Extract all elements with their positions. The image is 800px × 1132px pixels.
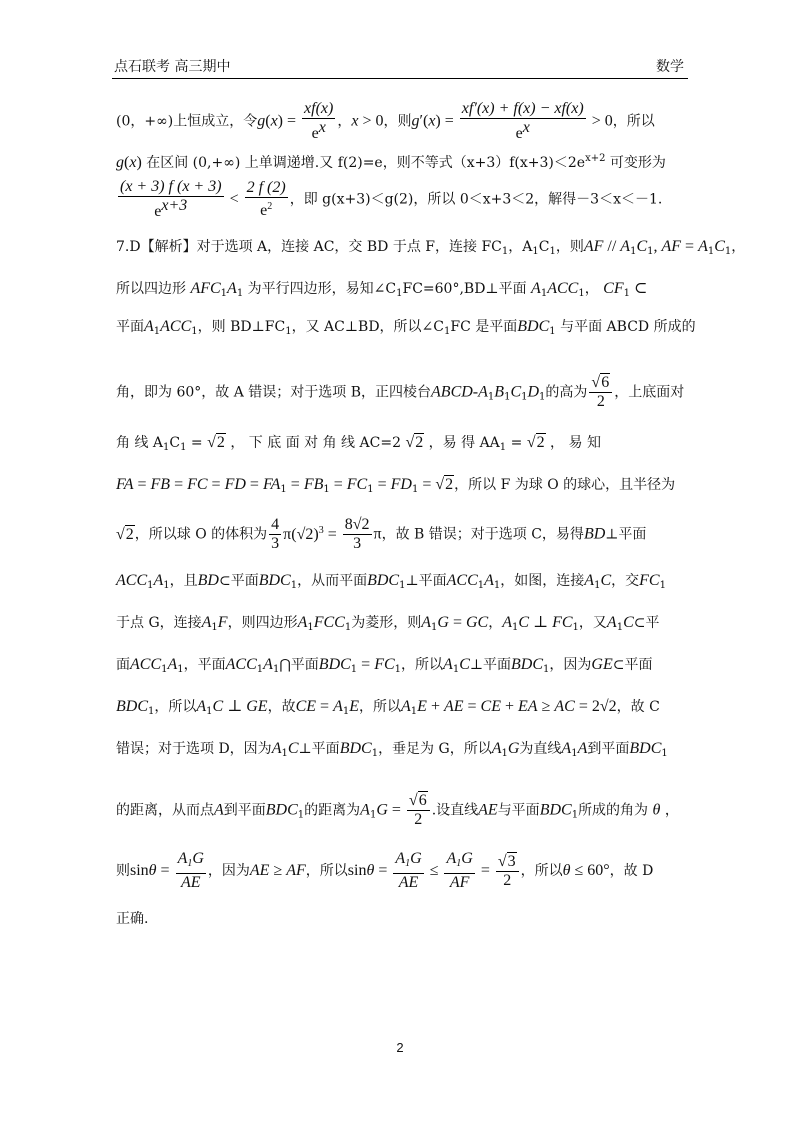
text-line-10: √2，所以球 O 的体积为 $\frac{4}{3}$ $\pi(√2)^3$ = $\frac{8√2}{3}$ π，故 B 错误；对于选项 C，易得BD⊥平面 bbox=[116, 516, 647, 552]
text-line-4: 7.D【解析】对于选项 A，连接 AC，交 BD 于点 F，连接 $FC_1$，$A_1C_1$，则AF // $A_1C_1$, AF = $A_1C_1$， bbox=[116, 238, 746, 257]
page-number: 2 bbox=[396, 1040, 404, 1055]
text-line-17: 则sinθ = $\frac{A_1G}{AE}$ ，因为AE ≥ AF，所以sinθ = $\frac{A_1G}{AE}$ ≤ $\frac{A_1G}{AF}$ = $\frac{√3}{2}$ ，所以θ ≤ 60°，故 D bbox=[116, 850, 654, 891]
text-line-9: FA = FB = FC = FD = $FA_1 = FB_1 = FC_1 = FD_1 = √2$，所以 F 为球 O 的球心，且半径为 bbox=[116, 476, 676, 495]
text-line-2: g(x) 在区间 (0,+∞) 上单调递增.又 f(2)=e，则不等式$(x+3)f(x+3)<2e^{x+2}$ 可变形为 bbox=[116, 153, 666, 171]
header-title: 点石联考 高三期中 bbox=[114, 59, 231, 75]
text-line-6: 平面$A_1ACC_1$，则 $BD\perp FC_1$，又 AC⊥BD，所以$\angle C_1FC$ 是平面$BDC_1$ 与平面 ABCD 所成的 bbox=[116, 318, 696, 337]
text-line-14: $BDC_1$，所以$A_1C$ ⊥ GE，故CE = $A_1E$，所以$A_1E$ + AE = CE + EA ≥ AC = 2√2，故 C bbox=[116, 698, 660, 717]
text-line-7: 角，即为 60°，故 A 错误；对于选项 B，正四棱台ABCD-$A_1B_1C_1D_1$的高为 $\frac{√6}{2}$ ，上底面对 bbox=[116, 374, 685, 410]
text-line-11: $ACC_1A_1$，且BD⊂平面$BDC_1$，从而平面$BDC_1\perp$平面$ACC_1A_1$，如图，连接$A_1C$，交$FC_1$ bbox=[116, 572, 666, 591]
header-subject: 数学 bbox=[656, 59, 684, 75]
text-line-1: (0，+∞)上恒成立，令g(x) = $\frac{xf(x)}{e^x}$ ，x > 0，则g′(x) = $\frac{xf'(x) + f(x) - xf(x)}{e^x}$ > 0，所以 bbox=[116, 100, 655, 142]
text-line-12: 于点 G，连接$A_1F$，则四边形$A_1FCC_1$为菱形，则$A_1G$ = GC，$A_1C$ ⊥ $FC_1$，又$A_1C\subset$平 bbox=[116, 614, 660, 633]
text-line-13: 面$ACC_1A_1$，平面$ACC_1A_1⋂$平面$BDC_1 = FC_1$，所以$A_1C\perp$平面$BDC_1$，因为GE⊂平面 bbox=[116, 656, 653, 675]
text-line-8: 角 线 $A_1C_1 = √2$ ， 下 底 面 对 角 线 AC=2 √2 ，易 得 $AA_1 = √2$ ， 易 知 bbox=[116, 434, 601, 453]
text-line-18: 正确. bbox=[116, 911, 149, 927]
text-line-16: 的距离，从而点A到平面$BDC_1$的距离为$A_1G$ = $\frac{√6}{2}$ .设直线AE与平面$BDC_1$所成的角为 θ ， bbox=[116, 792, 679, 828]
text-line-15: 错误；对于选项 D，因为$A_1C\perp$平面$BDC_1$，垂足为 G，所以$A_1G$为直线$A_1A$到平面$BDC_1$ bbox=[116, 740, 668, 759]
page-header bbox=[112, 56, 688, 79]
text-line-5: 所以四边形 $AFC_1A_1$ 为平行四边形，易知$\angle C_1FC=60^\circ,BD\perp$平面 $A_1ACC_1$， $CF_1$ ⊂ bbox=[116, 280, 648, 299]
text-line-3: $\frac{(x + 3) f (x + 3)}{e^{x+3}}$ < $\frac{2 f (2)}{e^2}$ ，即 g(x+3)＜g(2)，所以 0＜x+3＜2，解得－3＜x＜－1. bbox=[120, 178, 663, 220]
